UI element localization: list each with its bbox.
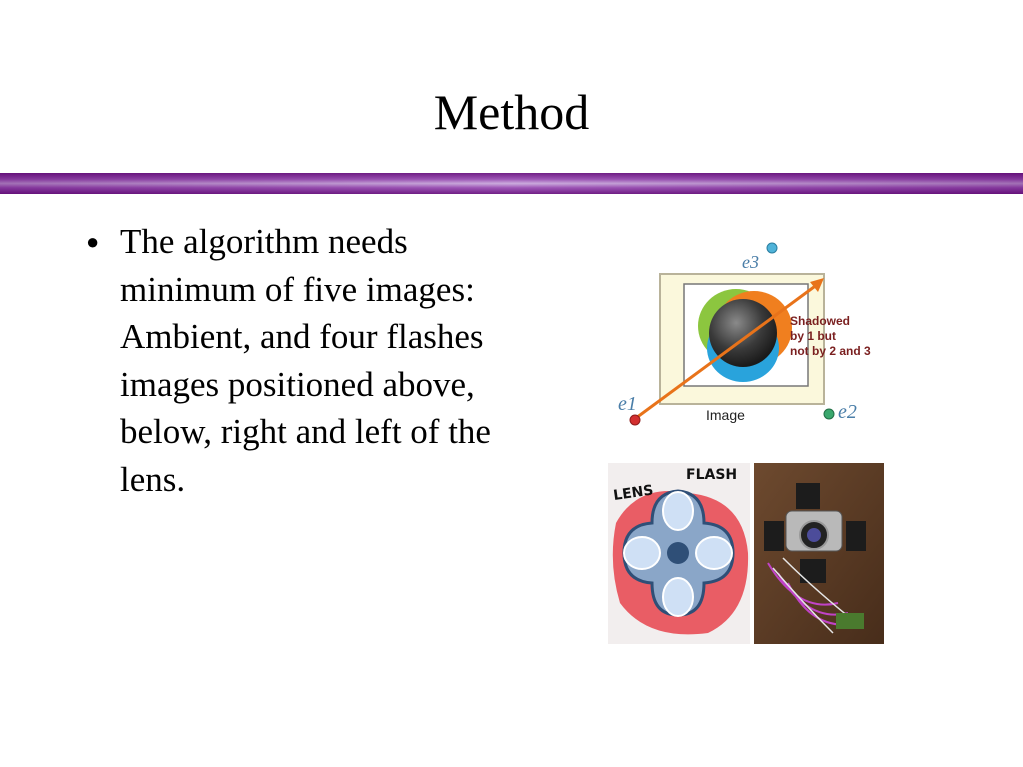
image-label: Image xyxy=(706,407,745,423)
camera-lens-glass xyxy=(807,528,821,542)
lens-label: LENS xyxy=(612,482,655,504)
bullet-text: The algorithm needs minimum of five images: Ambient, and four flashes images positioned above, below, right and left of the lens. xyxy=(120,222,491,499)
circuit-board xyxy=(836,613,864,629)
e2-light-dot xyxy=(824,409,834,419)
shadow-note-line3: not by 2 and 3 xyxy=(790,344,871,358)
top-flash-unit xyxy=(796,483,820,509)
bottom-flash-unit xyxy=(800,559,826,583)
photos-panel xyxy=(608,463,884,644)
lens-circle xyxy=(667,542,689,564)
slide-title: Method xyxy=(433,84,590,140)
flash-right xyxy=(696,537,732,569)
shadow-diagram xyxy=(606,236,896,436)
e3-light-dot xyxy=(767,243,777,253)
flash-label: FLASH xyxy=(686,467,738,483)
e1-light-dot xyxy=(630,415,640,425)
bullet-item xyxy=(86,218,526,503)
e2-label: e2 xyxy=(838,401,857,423)
flash-bottom xyxy=(663,578,693,616)
flash-top xyxy=(663,492,693,530)
left-flash-unit xyxy=(764,521,784,551)
e3-label: e3 xyxy=(742,252,759,272)
bullet-list xyxy=(86,218,526,503)
bullet-dot-icon: ● xyxy=(86,229,100,254)
shadow-note-line1: Shadowed xyxy=(790,314,851,328)
title-divider-bar xyxy=(0,173,1023,194)
flash-left xyxy=(624,537,660,569)
right-flash-unit xyxy=(846,521,866,551)
shadow-note-line2: by 1 but xyxy=(790,329,837,343)
e1-label: e1 xyxy=(618,393,637,415)
